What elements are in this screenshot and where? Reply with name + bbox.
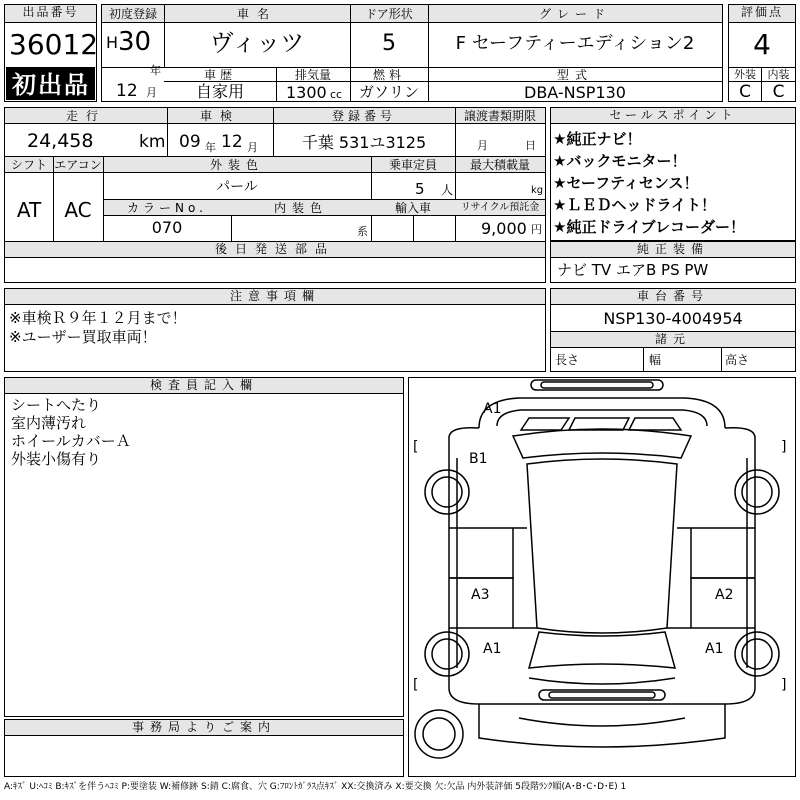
ext-grade: C (739, 82, 751, 102)
office-label: 事務局よりご案内 (5, 720, 403, 736)
capacity: 5 (415, 180, 425, 198)
shift: AT (16, 198, 42, 222)
equipment-label: 純正装備 (551, 242, 795, 258)
inspector-label: 検査員記入欄 (5, 378, 403, 394)
color-no-label: カラーNo. (127, 201, 207, 215)
transfer-label: 譲渡書類期限 (463, 109, 536, 123)
office-box (4, 719, 404, 777)
first-listing-badge (6, 67, 95, 100)
first-reg-label: 初度登録 (108, 7, 157, 21)
interior-color-suffix: 系 (357, 225, 368, 238)
recycle: 9,000 (481, 219, 527, 238)
width-label: 幅 (649, 353, 662, 367)
history: 自家用 (195, 82, 244, 101)
capacity-label: 乗車定員 (388, 158, 437, 172)
lot-number-label: 出品番号 (5, 5, 96, 23)
inspector-line: 外装小傷有り (11, 450, 102, 468)
car-diagram (408, 377, 796, 777)
inspection-month-unit: 月 (247, 141, 258, 154)
import-label: 輸入車 (394, 201, 431, 215)
sales-points-box (550, 107, 796, 241)
damage-mark-right-door: A2 (715, 587, 734, 603)
first-reg-month: 12 (116, 81, 138, 101)
mileage-label: 走行 (65, 109, 106, 123)
displacement-label: 排気量 (294, 68, 331, 82)
inspection-year: 09 (179, 132, 201, 152)
max-load-unit: kg (531, 185, 544, 196)
displacement-unit: cc (330, 88, 343, 101)
door-count: 5 (382, 31, 396, 56)
lot-number-box (4, 4, 97, 102)
legend: A:ｷｽﾞ U:ﾍｺﾐ B:ｷｽﾞを伴うﾍｺﾐ P:要塗装 W:補修跡 S:錆 C:腐食、穴 G:ﾌﾛﾝﾄｶﾞﾗｽ点ｷｽﾞ XX:交換済み X:要交換 欠:欠品 内外装評価 5段階ﾗﾝｸ順(A･B･C･D･E) 1 (4, 782, 627, 792)
exterior-color-label: 外装色 (209, 158, 264, 172)
fuel: ガソリン (358, 83, 419, 101)
aircon-label: エアコン (54, 158, 102, 172)
damage-mark-front: A1 (483, 401, 502, 417)
damage-mark-rear-right: A1 (705, 641, 724, 657)
grade: F セーフティーエディション2 (455, 33, 695, 54)
color-no: 070 (151, 218, 183, 237)
inspection-label: 車検 (199, 109, 240, 123)
mileage: 24,458 (27, 130, 94, 152)
transfer-day-unit: 日 (525, 139, 536, 152)
fuel-label: 燃料 (372, 68, 405, 82)
chassis-number: NSP130-4004954 (603, 309, 743, 328)
score-label: 評価点 (729, 5, 795, 23)
inspection-year-unit: 年 (205, 141, 216, 154)
inspector-box (4, 377, 404, 717)
inspector-line: ホイールカバーＡ (11, 432, 131, 450)
car-name: ヴィッツ (209, 29, 305, 57)
height-label: 高さ (725, 353, 750, 367)
displacement: 1300 (286, 83, 327, 102)
inspection-month: 12 (221, 132, 243, 152)
notes-line: ※ユーザー買取車両！ (9, 328, 157, 346)
shift-label: シフト (10, 158, 47, 172)
aircon: AC (64, 198, 92, 222)
first-reg-year: 30 (118, 27, 152, 57)
first-listing-text: 初出品 (12, 71, 90, 99)
bracket-right-rear: ] (781, 677, 787, 693)
notes-box (4, 288, 546, 372)
score: 4 (753, 28, 771, 61)
bracket-left-front: [ (413, 439, 419, 455)
transfer-month-unit: 月 (477, 139, 488, 152)
sales-points-label: セールスポイント (551, 108, 795, 124)
max-load-label: 最大積載量 (469, 158, 530, 172)
int-grade-label: 内装 (767, 68, 790, 81)
grade-label: グレード (538, 7, 611, 21)
int-grade: C (772, 82, 785, 102)
inspector-line: 室内薄汚れ (11, 414, 87, 432)
registration-label: 登録番号 (331, 109, 396, 123)
car-outline-diagram (409, 378, 795, 776)
length-label: 長さ (555, 353, 580, 367)
damage-mark-left-door: A3 (471, 587, 490, 603)
ext-grade-label: 外装 (734, 68, 756, 81)
mileage-unit: km (139, 132, 166, 152)
registration: 千葉 531ユ3125 (301, 133, 427, 152)
damage-mark-rear-left: A1 (483, 641, 502, 657)
sales-point-item: ★ＬＥＤヘッドライト！ (553, 196, 716, 214)
notes-label: 注意事項欄 (5, 289, 545, 305)
score-box (728, 4, 796, 102)
first-reg-era: H (106, 33, 119, 52)
vehicle-detail-grid (4, 107, 546, 283)
equipment-box (550, 241, 796, 283)
specs-label: 諸元 (551, 332, 795, 348)
history-label: 車歴 (203, 68, 236, 82)
lot-number: 36012 (9, 28, 99, 61)
first-reg-month-unit: 月 (146, 86, 157, 99)
bracket-left-rear: [ (413, 677, 419, 693)
inspector-line: シートへたり (11, 396, 102, 414)
sales-point-item: ★バックモニター！ (553, 152, 687, 170)
chassis-label: 車台番号 (551, 289, 795, 305)
exterior-color: パール (216, 179, 258, 195)
equipment-value: ナビ TV エアB PS PW (557, 261, 709, 279)
interior-color-label: 内装色 (273, 201, 328, 215)
bracket-right-front: ] (781, 439, 787, 455)
recycle-unit: 円 (531, 223, 542, 236)
chassis-box (550, 288, 796, 372)
car-name-label: 車名 (236, 7, 277, 21)
door-label: ドア形状 (365, 7, 413, 21)
recycle-label: リサイクル預託金 (460, 202, 540, 213)
first-reg-year-unit: 年 (150, 64, 161, 77)
model: DBA-NSP130 (524, 83, 626, 102)
sales-point-item: ★純正ナビ！ (553, 130, 642, 148)
sales-point-item: ★純正ドライブレコーダー！ (553, 218, 745, 236)
vehicle-header-grid (101, 4, 723, 102)
sales-point-item: ★セーフティセンス！ (553, 174, 699, 192)
capacity-unit: 人 (441, 183, 454, 197)
damage-mark-front-left: B1 (469, 451, 488, 467)
model-label: 型式 (556, 68, 593, 82)
notes-line: ※車検Ｒ９年１２月まで！ (9, 309, 187, 327)
later-parts-label: 後日発送部品 (5, 242, 545, 258)
